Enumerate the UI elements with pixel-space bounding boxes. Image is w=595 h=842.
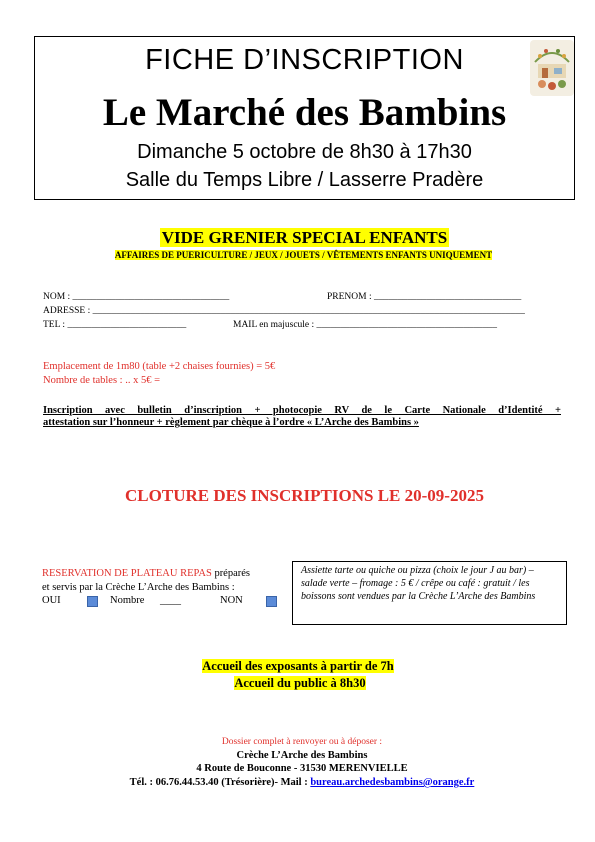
logo-image: [530, 40, 574, 96]
tables-count: Nombre de tables : .. x 5€ =: [43, 375, 161, 386]
non-label: NON: [220, 595, 243, 606]
dossier-instructions: Dossier complet à renvoyer ou à déposer :: [221, 737, 383, 747]
vide-grenier-subtitle: AFFAIRES DE PUERICULTURE / JEUX / JOUETS / VÊTEMENTS ENFANTS UNIQUEMENT: [114, 250, 493, 260]
prenom-field[interactable]: PRENOM : _______________________________: [327, 292, 522, 302]
nom-field[interactable]: NOM : _________________________________: [43, 292, 230, 302]
email-link[interactable]: bureau.archedesbambins@orange.fr: [310, 777, 475, 788]
oui-checkbox[interactable]: [87, 596, 98, 607]
menu-box: Assiette tarte ou quiche ou pizza (choix le jour J au bar) – salade verte – fromage : 5 € / crêpe ou café : gratuit / les boissons sont vendues par la Crèche L’Arche des Bambins: [292, 561, 567, 625]
mail-field[interactable]: MAIL en majuscule : ______________________________________: [233, 320, 498, 330]
form-kicker: FICHE D’INSCRIPTION: [145, 44, 464, 76]
contact-line: [0, 777, 595, 788]
reservation-label-suffix: préparés: [211, 568, 250, 579]
inscription-requirements-line1: Inscription avec bulletin d’inscription + photocopie RV de le Carte Nationale d’Identité +: [43, 405, 561, 416]
emplacement-price: Emplacement de 1m80 (table +2 chaises fournies) = 5€: [43, 361, 276, 372]
nombre-label: Nombre: [110, 595, 145, 606]
inscription-requirements-line2: attestation sur l’honneur + règlement par chèque à l’ordre « L’Arche des Bambins »: [43, 417, 419, 428]
event-title: Le Marché des Bambins: [102, 91, 507, 134]
adresse-field[interactable]: ADRESSE : ___________________________________________________________________________________________: [43, 306, 525, 316]
event-place: Salle du Temps Libre / Lasserre Pradère: [125, 169, 484, 191]
non-checkbox[interactable]: [266, 596, 277, 607]
vide-grenier-title: VIDE GRENIER SPECIAL ENFANTS: [161, 228, 448, 247]
contact-phone: Tél. : 06.76.44.53.40 (Trésorière)- Mail :: [129, 777, 311, 788]
creche-address: 4 Route de Bouconne - 31530 MERENVIELLE: [196, 763, 408, 774]
reservation-label: RESERVATION DE PLATEAU REPAS: [42, 568, 212, 579]
event-date: Dimanche 5 octobre de 8h30 à 17h30: [137, 141, 472, 163]
tel-field[interactable]: TEL : _________________________: [43, 320, 187, 330]
accueil-public: Accueil du public à 8h30: [234, 676, 366, 690]
nombre-input[interactable]: ____: [160, 595, 181, 606]
reservation-line2: et servis par la Crèche L’Arche des Bambins :: [42, 581, 235, 593]
cloture-date: CLOTURE DES INSCRIPTIONS LE 20-09-2025: [125, 486, 484, 505]
oui-label: OUI: [42, 595, 61, 606]
meal-reservation: [42, 567, 250, 608]
accueil-exposants: Accueil des exposants à partir de 7h: [202, 659, 394, 673]
creche-name: Crèche L’Arche des Bambins: [236, 750, 368, 761]
